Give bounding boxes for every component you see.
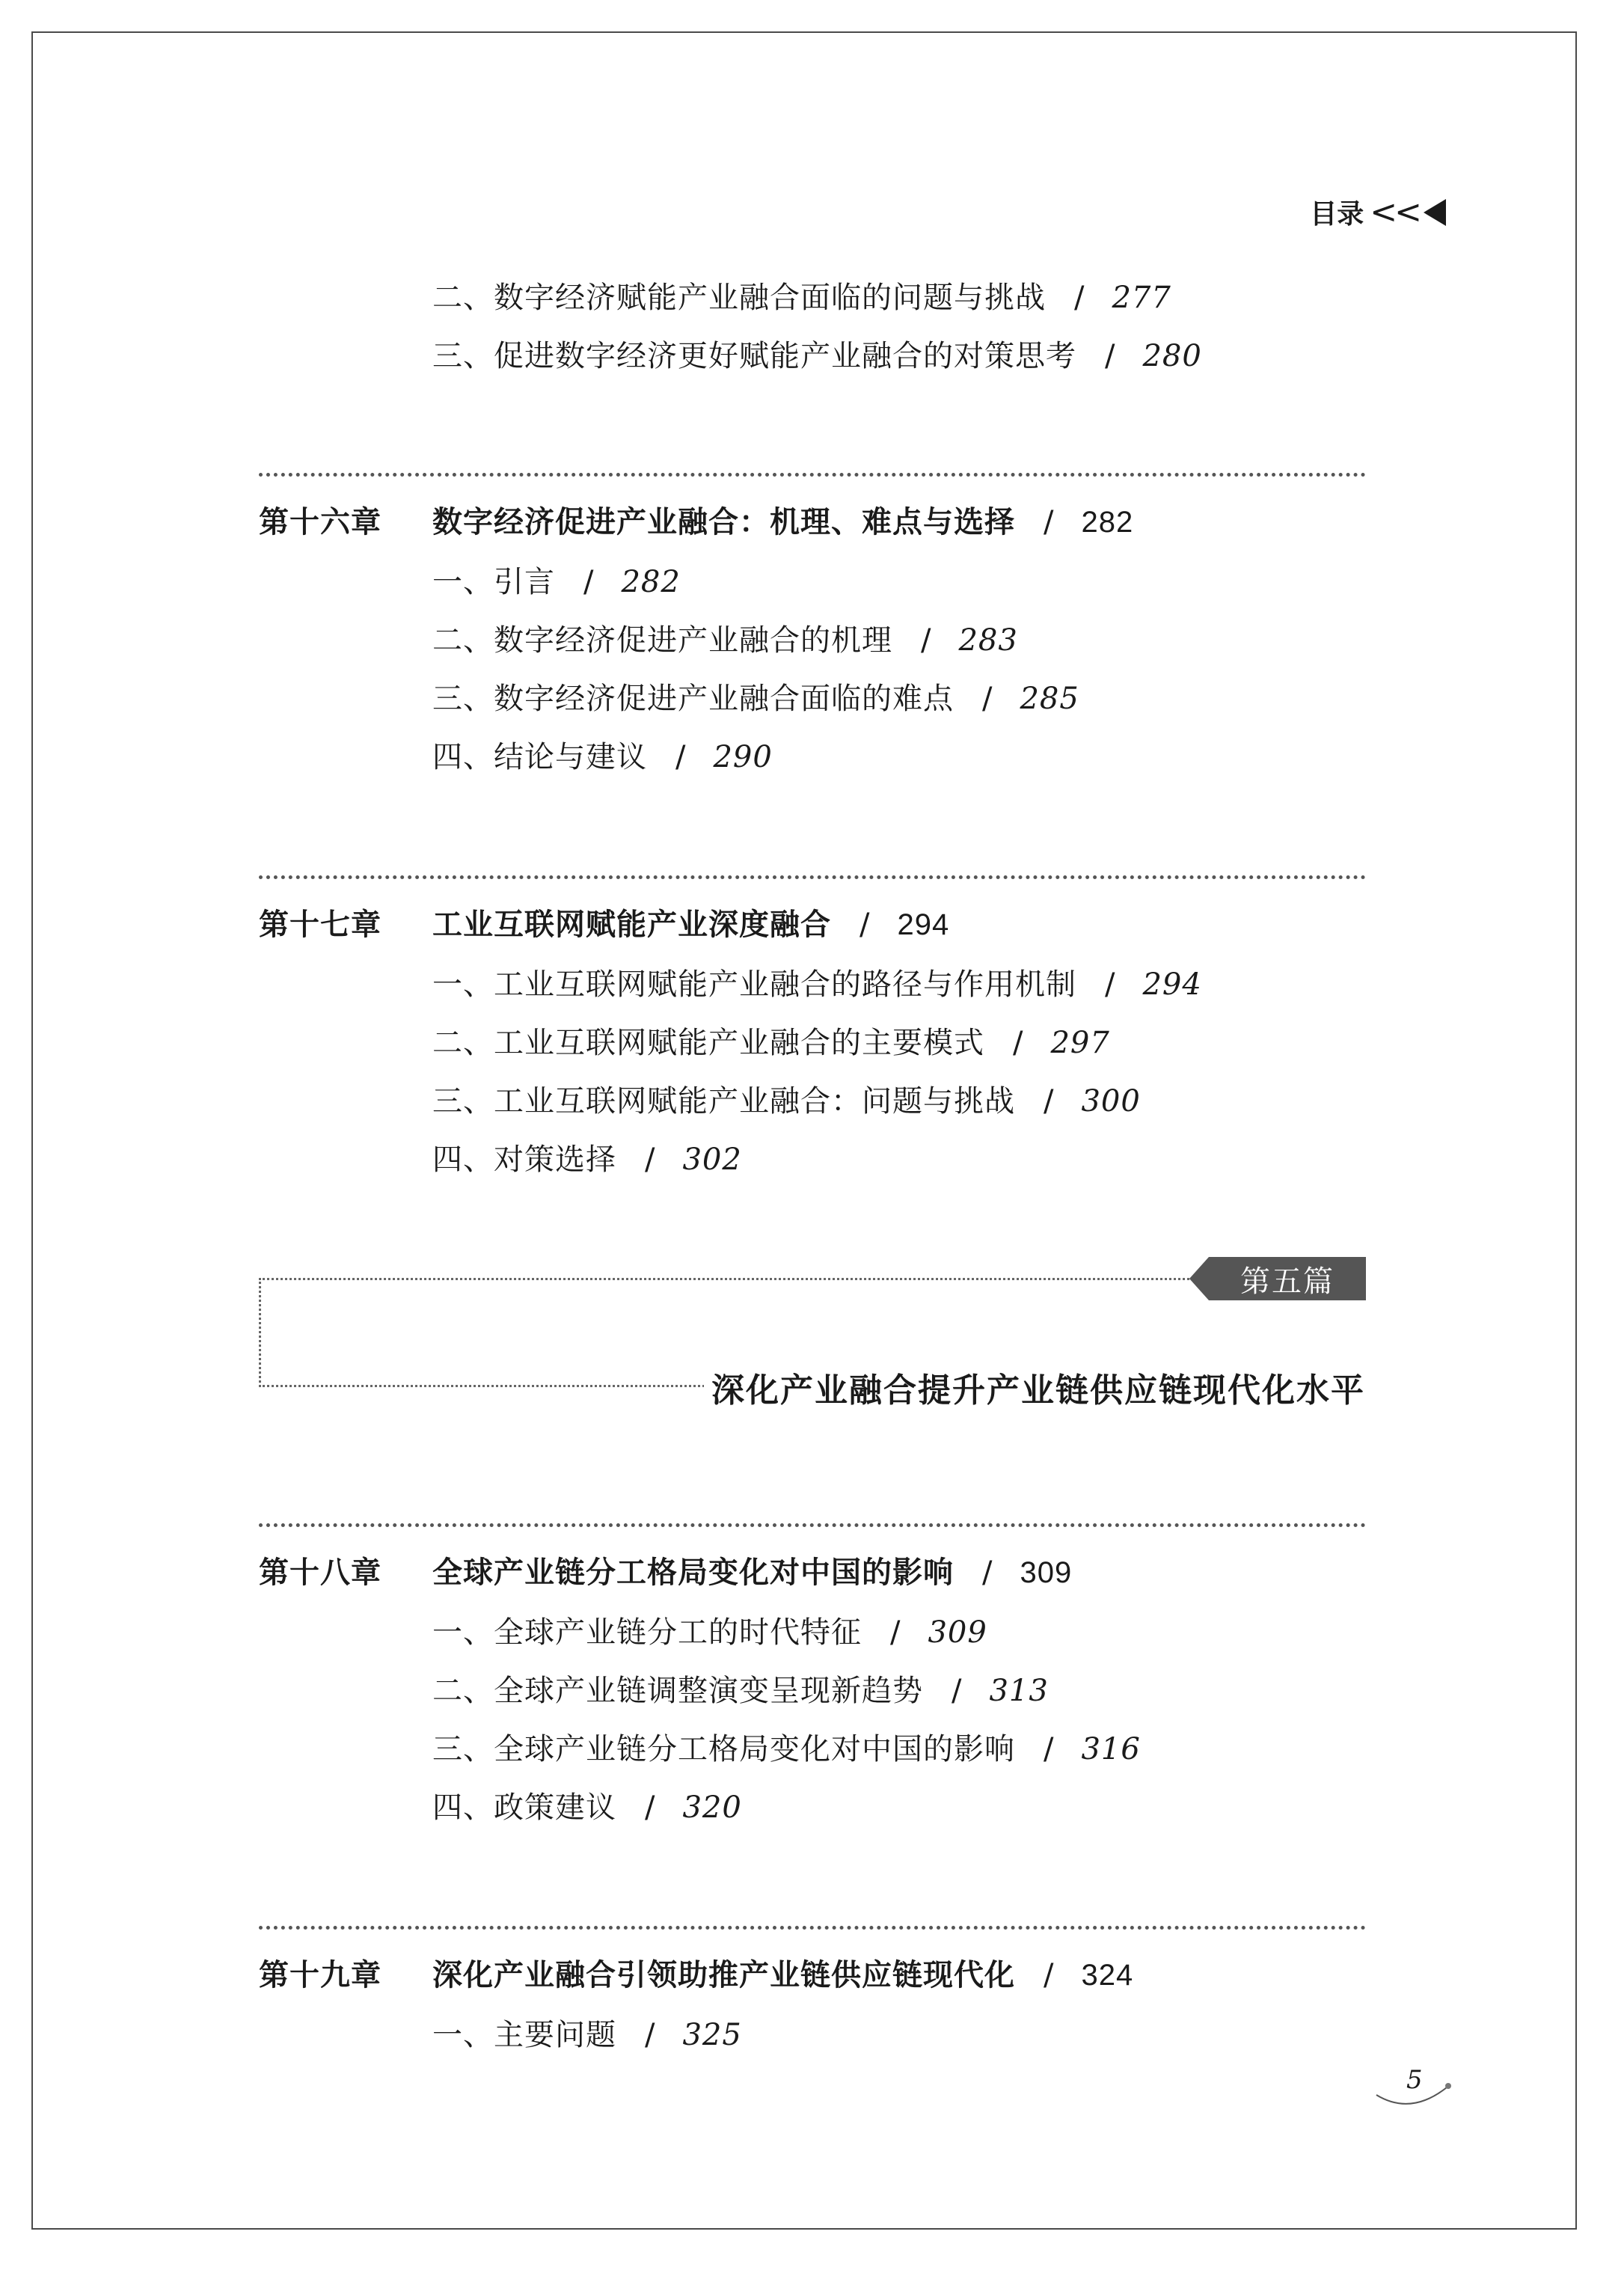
section-page: 300	[1081, 1084, 1141, 1119]
part-title: 深化产业融合提升产业链供应链现代化水平	[704, 1363, 1365, 1411]
chapter-page: 294	[897, 908, 950, 941]
toc-section[interactable]	[432, 1784, 742, 1826]
chapter-title: 全球产业链分工格局变化对中国的影响	[432, 1555, 954, 1590]
separator: /	[1044, 1958, 1055, 1992]
section-title: 四、政策建议	[432, 1790, 616, 1825]
separator: /	[890, 1615, 901, 1650]
toc-chapter[interactable]	[259, 901, 949, 943]
separator: /	[675, 740, 687, 774]
toc-section[interactable]	[432, 1667, 1049, 1710]
toc-section[interactable]	[432, 558, 681, 601]
separator: /	[1105, 339, 1116, 373]
separator: /	[645, 1790, 656, 1825]
separator: /	[952, 1674, 963, 1708]
chapter-number: 第十六章	[259, 505, 382, 539]
section-title: 一、工业互联网赋能产业融合的路径与作用机制	[432, 967, 1076, 1002]
toc-section[interactable]	[432, 332, 1202, 375]
separator: /	[1013, 1026, 1024, 1060]
chapter-number: 第十七章	[259, 908, 382, 942]
section-page: 325	[682, 2018, 742, 2052]
section-title: 一、全球产业链分工的时代特征	[432, 1615, 862, 1650]
toc-section[interactable]	[432, 1077, 1141, 1120]
toc-section[interactable]	[432, 675, 1079, 718]
dotted-divider	[259, 1523, 1366, 1527]
section-title: 一、主要问题	[432, 2018, 616, 2052]
separator: /	[583, 565, 595, 599]
part-tag: 第五篇	[1209, 1257, 1366, 1300]
separator: /	[1105, 967, 1116, 1002]
header-title: 目录	[1310, 199, 1364, 230]
chapter-page: 282	[1081, 506, 1134, 539]
chapter-page: 309	[1020, 1556, 1073, 1589]
triangle-left-icon	[1424, 199, 1446, 226]
chapter-number: 第十九章	[259, 1958, 382, 1992]
section-page: 316	[1081, 1732, 1141, 1766]
section-page: 302	[682, 1142, 742, 1177]
toc-section[interactable]	[432, 733, 773, 776]
toc-chapter[interactable]	[259, 1549, 1072, 1591]
chapter-number: 第十八章	[259, 1555, 382, 1590]
toc-section[interactable]	[432, 617, 1018, 659]
toc-section[interactable]	[432, 1725, 1141, 1768]
separator: /	[645, 2018, 656, 2052]
dotted-divider	[259, 473, 1366, 477]
running-header	[1310, 193, 1446, 231]
section-page: 280	[1142, 339, 1202, 373]
separator: /	[645, 1142, 656, 1177]
chapter-title: 深化产业融合引领助推产业链供应链现代化	[432, 1958, 1015, 1992]
section-page: 313	[989, 1674, 1049, 1708]
section-title: 三、数字经济促进产业融合面临的难点	[432, 682, 954, 716]
section-title: 三、全球产业链分工格局变化对中国的影响	[432, 1732, 1015, 1766]
separator: /	[1044, 1084, 1055, 1119]
section-title: 二、数字经济促进产业融合的机理	[432, 623, 892, 658]
swoosh-icon	[1373, 2072, 1463, 2117]
section-title: 二、工业互联网赋能产业融合的主要模式	[432, 1026, 984, 1060]
toc-section[interactable]	[432, 1019, 1110, 1062]
section-title: 四、结论与建议	[432, 740, 647, 774]
section-page: 297	[1050, 1026, 1110, 1060]
chapter-page: 324	[1081, 1959, 1134, 1992]
section-title: 三、工业互联网赋能产业融合：问题与挑战	[432, 1084, 1015, 1119]
separator: /	[1044, 1732, 1055, 1766]
page-number: 5	[1406, 2065, 1423, 2095]
chapter-title: 数字经济促进产业融合：机理、难点与选择	[432, 505, 1015, 539]
section-page: 309	[928, 1615, 987, 1650]
section-page: 285	[1020, 682, 1079, 716]
separator: /	[1044, 505, 1055, 539]
separator: /	[982, 1555, 993, 1590]
dotted-divider	[259, 1926, 1366, 1930]
toc-chapter[interactable]	[259, 498, 1133, 541]
section-page: 294	[1142, 967, 1202, 1002]
separator: /	[860, 908, 871, 942]
section-page: 320	[682, 1790, 742, 1825]
toc-section[interactable]	[432, 274, 1171, 316]
section-title: 三、促进数字经济更好赋能产业融合的对策思考	[432, 339, 1076, 373]
toc-section[interactable]	[432, 1609, 987, 1651]
section-title: 二、全球产业链调整演变呈现新趋势	[432, 1674, 923, 1708]
toc-section[interactable]	[432, 1136, 742, 1178]
toc-section[interactable]	[432, 2011, 742, 2054]
section-title: 一、引言	[432, 565, 555, 599]
section-title: 二、数字经济赋能产业融合面临的问题与挑战	[432, 281, 1046, 315]
section-page: 282	[621, 565, 681, 599]
chapter-title: 工业互联网赋能产业深度融合	[432, 908, 831, 942]
header-arrows: <<	[1370, 193, 1419, 231]
section-page: 283	[958, 623, 1018, 658]
toc-section[interactable]	[432, 961, 1202, 1003]
dotted-divider	[259, 875, 1366, 879]
separator: /	[1074, 281, 1085, 315]
section-title: 四、对策选择	[432, 1142, 616, 1177]
section-page: 290	[713, 740, 773, 774]
separator: /	[921, 623, 932, 658]
separator: /	[982, 682, 993, 716]
toc-chapter[interactable]	[259, 1951, 1133, 1994]
section-page: 277	[1112, 281, 1171, 315]
